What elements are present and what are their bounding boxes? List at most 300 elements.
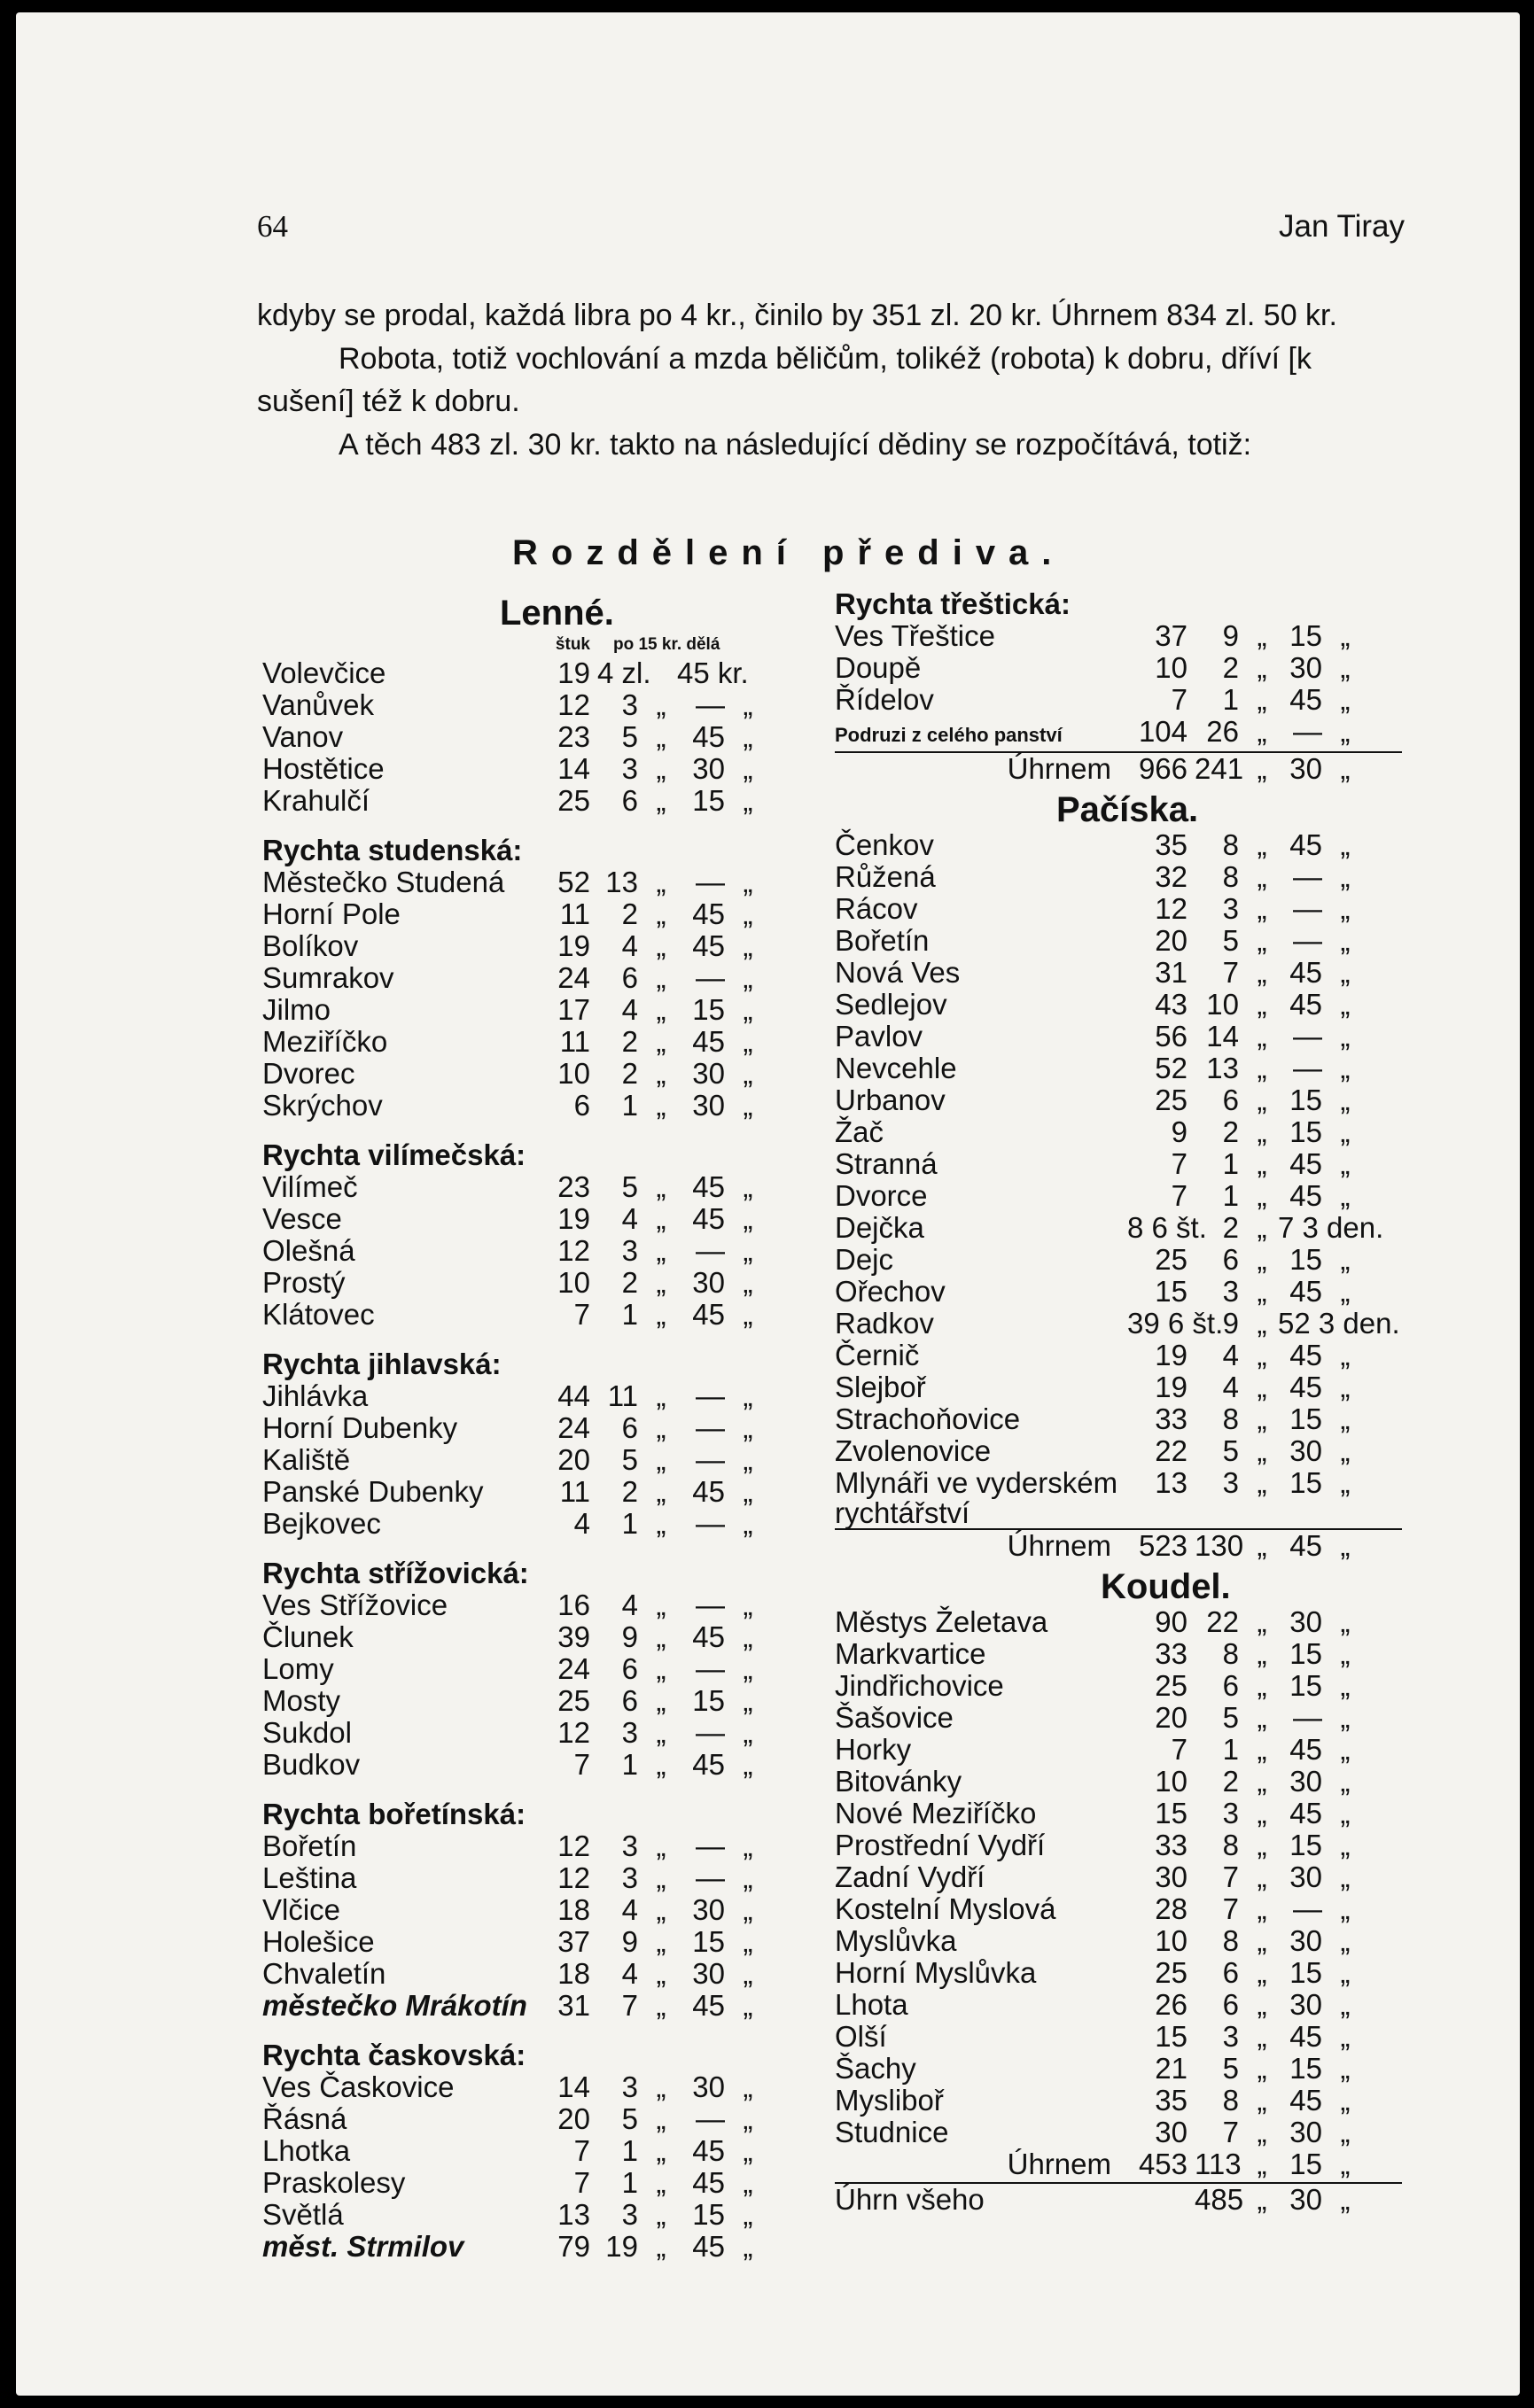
cell-zl-mark: „ — [656, 1829, 666, 1862]
trestice-table — [835, 620, 1402, 716]
cell-village-name: Bořetín — [262, 1829, 357, 1862]
cell-pieces: 15 — [1155, 1797, 1187, 1829]
table-row — [835, 2053, 1402, 2085]
cell-zl: 4 — [621, 1957, 638, 1990]
cell-zl-mark: „ — [1257, 1956, 1267, 1989]
cell-kr: — — [696, 1507, 725, 1540]
cell-kr-mark: „ — [743, 1620, 753, 1653]
cell-zl: 1 — [1222, 1179, 1239, 1212]
cell-kr: 45 — [692, 1475, 725, 1508]
table-row — [835, 1212, 1402, 1244]
cell-zl: 8 — [1222, 1637, 1239, 1670]
cell-zl: 5 — [1222, 2052, 1239, 2085]
cell-kr: — — [1293, 1020, 1322, 1053]
table-row — [835, 1798, 1402, 1829]
cell-zl-mark: „ — [656, 1266, 666, 1299]
cell-zl-mark: „ — [656, 1475, 666, 1508]
right-column — [835, 588, 1402, 2216]
cell-zl: 4 — [621, 993, 638, 1026]
cell-kr-mark: „ — [743, 1266, 753, 1299]
table-row — [835, 1053, 1402, 1084]
cell-pieces: 22 — [1155, 1434, 1187, 1467]
cell-kr: 30 — [1289, 1924, 1322, 1957]
cell-village-name: Nevcehle — [835, 1052, 957, 1084]
cell-village-name: Sukdol — [262, 1716, 352, 1749]
cell-zl-mark: „ — [1257, 715, 1267, 748]
cell-zl: 2 — [1222, 1765, 1239, 1798]
table-row — [262, 689, 812, 721]
cell-zl: 6 — [621, 1411, 638, 1444]
cell-zl: 1 — [1222, 1733, 1239, 1766]
table-row — [835, 1702, 1402, 1734]
paciska-heading: Pačíska. — [1056, 790, 1199, 829]
cell-zl: 1 — [1222, 683, 1239, 716]
cell-village-name: Studnice — [835, 2116, 949, 2148]
table-row — [262, 1267, 812, 1299]
cell-zl: 1 — [621, 2134, 638, 2167]
cell-kr-mark: „ — [1340, 1529, 1351, 1562]
cell-kr-mark: „ — [743, 1475, 753, 1508]
cell-zl-mark: „ — [1257, 651, 1267, 684]
cell-zl-mark: „ — [1257, 1892, 1267, 1925]
cell-pieces: 28 — [1155, 1892, 1187, 1925]
cell-kr: — — [696, 1379, 725, 1412]
cell-pieces: 25 — [1155, 1084, 1187, 1116]
table-row — [835, 1244, 1402, 1276]
table-row — [262, 2135, 812, 2167]
cell-zl: 2 — [621, 1025, 638, 1058]
cell-village-name: Rácov — [835, 892, 918, 925]
table-row — [262, 2167, 812, 2199]
cell-kr-mark: „ — [1340, 1860, 1351, 1893]
cell-zl: 2 — [621, 1057, 638, 1090]
cell-kr-mark: „ — [743, 993, 753, 1026]
cell-kr: — — [1293, 924, 1322, 957]
page-number: 64 — [257, 209, 288, 244]
table-row — [262, 2071, 812, 2103]
cell-kr: 45 — [1289, 2020, 1322, 2053]
cell-pieces: 90 — [1155, 1605, 1187, 1638]
section-title: Rozdělení přediva. — [512, 533, 1065, 572]
table-row — [262, 1958, 812, 1990]
cell-zl-mark: „ — [656, 1379, 666, 1412]
cell-zl-mark: „ — [1257, 1701, 1267, 1734]
cell-zl-mark: „ — [1257, 1147, 1267, 1180]
cell-zl: 4 — [1222, 1371, 1239, 1403]
cell-pieces: 104 — [1138, 715, 1187, 748]
cell-pieces: 7 — [573, 2134, 590, 2167]
table-row — [262, 1058, 812, 1090]
cell-zl: 5 — [621, 1443, 638, 1476]
cell-kr-mark: „ — [1340, 1701, 1351, 1734]
cell-pieces: 25 — [1155, 1956, 1187, 1989]
cell-village-name: Mosty — [262, 1684, 341, 1717]
cell-kr-mark: „ — [743, 1925, 753, 1958]
cell-kr-mark: „ — [743, 1202, 753, 1235]
table-row — [835, 1116, 1402, 1148]
cell-pieces: 30 — [1155, 1860, 1187, 1893]
cell-zl-mark: „ — [1257, 924, 1267, 957]
cell-zl: 4 — [621, 1893, 638, 1926]
cell-village-name: Městečko Studená — [262, 866, 505, 898]
cell-zl-mark: „ — [656, 1684, 666, 1717]
cell-zl-mark: „ — [1257, 1466, 1267, 1499]
cell-zl-mark: „ — [1257, 752, 1267, 785]
cell-kr-mark: „ — [1340, 752, 1351, 785]
cell-kr: 15 — [1289, 1466, 1322, 1499]
cell-kr: — — [696, 961, 725, 994]
cell-pieces: 33 — [1155, 1402, 1187, 1435]
cell-village-name: Mlynáři ve vyderském rychtářství — [835, 1466, 1118, 1529]
cell-kr-mark: „ — [1340, 1924, 1351, 1957]
table-row — [835, 1148, 1402, 1180]
cell-kr: 15 — [1289, 1637, 1322, 1670]
cell-pieces: 12 — [557, 1716, 590, 1749]
table-row — [262, 2103, 812, 2135]
book-page — [16, 12, 1520, 2396]
cell-kr-mark: „ — [743, 1829, 753, 1862]
cell-village-name: Sumrakov — [262, 961, 394, 994]
cell-kr-mark: „ — [743, 2102, 753, 2135]
cell-village-name: Pavlov — [835, 1020, 923, 1053]
cell-zl: 5 — [621, 720, 638, 753]
cell-kr-mark: „ — [1340, 2183, 1351, 2216]
cell-zl-mark: „ — [656, 1507, 666, 1540]
cell-kr-mark: „ — [1340, 1179, 1351, 1212]
cell-kr: 30 — [692, 1266, 725, 1299]
section-heading: Rychta studenská: — [262, 834, 523, 866]
cell-pieces: 12 — [557, 1861, 590, 1894]
cell-village-name: Kaliště — [262, 1443, 351, 1476]
cell-kr-mark: „ — [743, 752, 753, 785]
cell-village-name: Horní Dubenky — [262, 1411, 458, 1444]
cell-zl: 13 — [1206, 1052, 1239, 1084]
cell-pieces: 10 — [1155, 1765, 1187, 1798]
table-row — [262, 1589, 812, 1621]
cell-pieces: 20 — [1155, 1701, 1187, 1734]
cell-zl: 22 — [1206, 1605, 1239, 1638]
table-row — [262, 1653, 812, 1685]
intro-paragraph-3: A těch 483 zl. 30 kr. takto na následující dědiny se rozpočítává, totiž: — [339, 427, 1252, 462]
cell-kr-mark: „ — [743, 1684, 753, 1717]
cell-village-name: Bolíkov — [262, 929, 359, 962]
cell-zl: 4 — [621, 1589, 638, 1621]
cell-kr-mark: „ — [1340, 1733, 1351, 1766]
cell-village-name: Bořetín — [835, 924, 930, 957]
cell-zl: 3 — [621, 2070, 638, 2103]
cell-pieces: 15 — [1155, 2020, 1187, 2053]
cell-kr: 45 — [692, 2134, 725, 2167]
table-row — [835, 2085, 1402, 2117]
table-row — [835, 1084, 1402, 1116]
cell-pieces: 9 — [1171, 1115, 1187, 1148]
table-row — [835, 861, 1402, 893]
cell-village-name: Lomy — [262, 1652, 334, 1685]
table-row — [262, 1476, 812, 1508]
cell-kr-mark: „ — [1340, 1605, 1351, 1638]
cell-village-name: Řídelov — [835, 683, 934, 716]
table-row — [262, 2199, 812, 2231]
cell-kr-mark: „ — [1340, 1637, 1351, 1670]
cell-village-name: Budkov — [262, 1748, 361, 1781]
cell-kr-mark: „ — [1340, 1147, 1351, 1180]
cell-pieces: 23 — [557, 720, 590, 753]
table-row — [262, 1203, 812, 1235]
cell-pieces: 14 — [557, 2070, 590, 2103]
cell-zl-mark: „ — [656, 1589, 666, 1621]
cell-zl: 4 — [621, 929, 638, 962]
table-row — [835, 1925, 1402, 1957]
cell-zl: 9 — [621, 1925, 638, 1958]
cell-zl: 6 — [1222, 1988, 1239, 2021]
cell-zl: 9 — [621, 1620, 638, 1653]
cell-pieces: 18 — [557, 1957, 590, 1990]
cell-kr: 30 — [692, 1957, 725, 1990]
table-row — [835, 1670, 1402, 1702]
cell-village-name: Olešná — [262, 1234, 355, 1267]
cell-kr-mark: „ — [743, 961, 753, 994]
cell-zl: 9 — [1222, 1307, 1239, 1340]
cell-pieces: 33 — [1155, 1829, 1187, 1861]
cell-kr-mark: „ — [1340, 1988, 1351, 2021]
cell-kr: — — [696, 1716, 725, 1749]
cell-kr-mark: „ — [1340, 619, 1351, 652]
cell-village-name: Nová Ves — [835, 956, 961, 989]
table-row — [835, 684, 1402, 716]
cell-kr-mark: „ — [1340, 1956, 1351, 1989]
cell-pieces: 24 — [557, 1652, 590, 1685]
cell-pieces: 7 — [1171, 1733, 1187, 1766]
cell-kr-mark: „ — [743, 784, 753, 817]
cell-village-name: Stranná — [835, 1147, 938, 1180]
cell-village-name: Žač — [835, 1115, 884, 1148]
table-row — [262, 1749, 812, 1781]
cell-kr-mark: „ — [743, 1411, 753, 1444]
table-row — [835, 2021, 1402, 2053]
cell-zl: 3 — [1222, 1275, 1239, 1308]
cell-pieces: 453 — [1138, 2148, 1187, 2180]
cell-zl-mark: „ — [1257, 2116, 1267, 2148]
cell-pieces: 18 — [557, 1893, 590, 1926]
cell-zl-mark: „ — [1257, 988, 1267, 1021]
cell-kr-mark: „ — [743, 1893, 753, 1926]
cell-zl-mark: „ — [1257, 860, 1267, 893]
cell-zl: 2 — [1222, 1115, 1239, 1148]
cell-village-name: Ořechov — [835, 1275, 946, 1308]
cell-village-name: Dvorec — [262, 1057, 355, 1090]
cell-pieces: 7 — [573, 1748, 590, 1781]
cell-kr: 45 — [1289, 1733, 1322, 1766]
cell-kr: 45 — [692, 1298, 725, 1331]
table-row — [835, 1766, 1402, 1798]
section-heading: Rychta střížovická: — [262, 1557, 529, 1589]
cell-zl-mark: „ — [656, 1443, 666, 1476]
cell-pieces: 13 — [1155, 1466, 1187, 1499]
cell-kr-mark: „ — [743, 1652, 753, 1685]
cell-zl: 5 — [1222, 1434, 1239, 1467]
cell-pieces: 26 — [1155, 1988, 1187, 2021]
cell-zl-mark: „ — [656, 2070, 666, 2103]
cell-kr: 45 — [692, 2166, 725, 2199]
table-row — [835, 893, 1402, 925]
table-row — [262, 1990, 812, 2022]
table-row — [835, 1021, 1402, 1053]
cell-zl: 7 — [1222, 956, 1239, 989]
cell-kr-mark: „ — [1340, 988, 1351, 1021]
cell-kr: — — [1293, 860, 1322, 893]
cell-zl: 8 — [1222, 2084, 1239, 2117]
cell-zl: 3 — [621, 1829, 638, 1862]
cell-zl: 7 — [621, 1989, 638, 2022]
cell-kr: 52 3 den. — [1278, 1307, 1400, 1340]
cell-pieces: 12 — [557, 1829, 590, 1862]
table-row — [262, 2231, 812, 2263]
cell-kr: 30 — [692, 1893, 725, 1926]
cell-village-name: Radkov — [835, 1307, 934, 1340]
cell-kr-mark: „ — [743, 1298, 753, 1331]
cell-pieces: 12 — [1155, 892, 1187, 925]
cell-pieces: 20 — [557, 1443, 590, 1476]
cell-zl-mark: „ — [656, 720, 666, 753]
cell-pieces: 21 — [1155, 2052, 1187, 2085]
cell-zl-mark: „ — [1257, 1924, 1267, 1957]
cell-village-name: Olší — [835, 2020, 887, 2053]
column-headers — [262, 633, 812, 657]
cell-zl-mark: „ — [656, 1957, 666, 1990]
cell-village-name: Slejboř — [835, 1371, 926, 1403]
cell-village-name: Vesce — [262, 1202, 342, 1235]
cell-kr: 45 — [1289, 988, 1322, 1021]
cell-zl-mark: „ — [1257, 2148, 1267, 2180]
cell-kr: — — [696, 1411, 725, 1444]
cell-pieces: 25 — [1155, 1669, 1187, 1702]
cell-kr: — — [696, 1234, 725, 1267]
cell-village-name: Strachoňovice — [835, 1402, 1021, 1435]
cell-kr-mark: „ — [743, 1170, 753, 1203]
cell-zl: 4 — [621, 1202, 638, 1235]
cell-pieces: 14 — [557, 752, 590, 785]
cell-zl: 3 — [1222, 892, 1239, 925]
cell-zl: 1 — [621, 2166, 638, 2199]
cell-kr-mark: „ — [743, 1861, 753, 1894]
cell-zl: 5 — [1222, 924, 1239, 957]
cell-zl: 6 — [1222, 1084, 1239, 1116]
cell-zl-mark: „ — [656, 1234, 666, 1267]
cell-kr-mark: „ — [1340, 1371, 1351, 1403]
cell-kr-mark: „ — [1340, 2020, 1351, 2053]
cell-village-name: Nové Meziříčko — [835, 1797, 1037, 1829]
table-row — [262, 930, 812, 962]
cell-kr: — — [696, 1861, 725, 1894]
koudel-heading: Koudel. — [1101, 1567, 1231, 1606]
cell-zl-mark: „ — [656, 1089, 666, 1122]
cell-zl-mark: „ — [1257, 1052, 1267, 1084]
cell-zl-mark: „ — [1257, 2020, 1267, 2053]
cell-village-name: Horní Pole — [262, 897, 401, 930]
cell-kr: 45 — [1289, 1339, 1322, 1371]
cell-zl-mark: „ — [656, 1861, 666, 1894]
cell-kr: — — [696, 1443, 725, 1476]
cell-kr: 45 — [692, 1202, 725, 1235]
cell-zl-mark: „ — [1257, 1765, 1267, 1798]
cell-village-name: Mysliboř — [835, 2084, 944, 2117]
cell-pieces: 19 — [557, 656, 590, 689]
table-row — [262, 898, 812, 930]
cell-zl-mark: „ — [1257, 956, 1267, 989]
cell-zl-mark: „ — [656, 1989, 666, 2022]
cell-village-name: Panské Dubenky — [262, 1475, 484, 1508]
table-row — [262, 1235, 812, 1267]
cell-pieces: 15 — [1155, 1275, 1187, 1308]
cell-zl: 485 — [1195, 2183, 1244, 2216]
cell-pieces: 16 — [557, 1589, 590, 1621]
cell-zl-mark: „ — [656, 752, 666, 785]
cell-pieces: 19 — [1155, 1371, 1187, 1403]
cell-kr-mark: „ — [743, 2198, 753, 2231]
cell-village-name: Vanůvek — [262, 688, 374, 721]
cell-kr-mark: „ — [1340, 1466, 1351, 1499]
cell-kr: 15 — [1289, 1956, 1322, 1989]
table-row — [835, 1638, 1402, 1670]
cell-village-name: Čenkov — [835, 828, 934, 861]
cell-zl: 3 — [621, 688, 638, 721]
cell-kr: 45 — [1289, 2084, 1322, 2117]
cell-kr-mark: „ — [1340, 1797, 1351, 1829]
table-row — [262, 1299, 812, 1331]
table-row — [262, 1508, 812, 1540]
cell-pieces: 11 — [559, 1475, 590, 1508]
table-row — [835, 1861, 1402, 1893]
cell-village-name: Holešice — [262, 1925, 375, 1958]
cell-village-name: Vlčice — [262, 1893, 341, 1926]
cell-zl: 241 — [1195, 752, 1244, 785]
cell-zl: 11 — [607, 1379, 638, 1412]
cell-kr: 30 — [1289, 1434, 1322, 1467]
cell-zl-mark: „ — [1257, 1307, 1267, 1340]
cell-zl-mark: „ — [1257, 828, 1267, 861]
cell-kr: 15 — [1289, 1084, 1322, 1116]
cell-pieces: 7 — [573, 1298, 590, 1331]
cell-kr: 30 — [1289, 1765, 1322, 1798]
cell-kr-mark: „ — [1340, 683, 1351, 716]
cell-zl: 4 zl. — [597, 656, 651, 689]
cell-zl-mark: „ — [656, 961, 666, 994]
cell-zl: 8 — [1222, 1924, 1239, 1957]
cell-kr: — — [1293, 1892, 1322, 1925]
cell-village-name: Bejkovec — [262, 1507, 381, 1540]
cell-village-name: Praskolesy — [262, 2166, 406, 2199]
cell-kr: 15 — [1289, 619, 1322, 652]
cell-village-name: Urbanov — [835, 1084, 946, 1116]
cell-pieces: 20 — [1155, 924, 1187, 957]
cell-zl-mark: „ — [1257, 1115, 1267, 1148]
cell-village-name: Černič — [835, 1339, 920, 1371]
cell-village-name: Zadní Vydří — [835, 1860, 985, 1893]
left-column — [262, 588, 812, 2263]
cell-village-name: Hostětice — [262, 752, 385, 785]
cell-zl-mark: „ — [656, 1170, 666, 1203]
cell-village-name: Leština — [262, 1861, 357, 1894]
cell-zl: 3 — [621, 1861, 638, 1894]
cell-zl: 2 — [621, 1266, 638, 1299]
cell-zl-mark: „ — [656, 1057, 666, 1090]
grand-total-row — [835, 2184, 1402, 2216]
cell-kr-mark: „ — [1340, 651, 1351, 684]
table-row — [262, 1026, 812, 1058]
section-heading: Rychta bořetínská: — [262, 1798, 526, 1830]
cell-kr: — — [696, 1829, 725, 1862]
cell-village-name: Prostřední Vydří — [835, 1829, 1046, 1861]
